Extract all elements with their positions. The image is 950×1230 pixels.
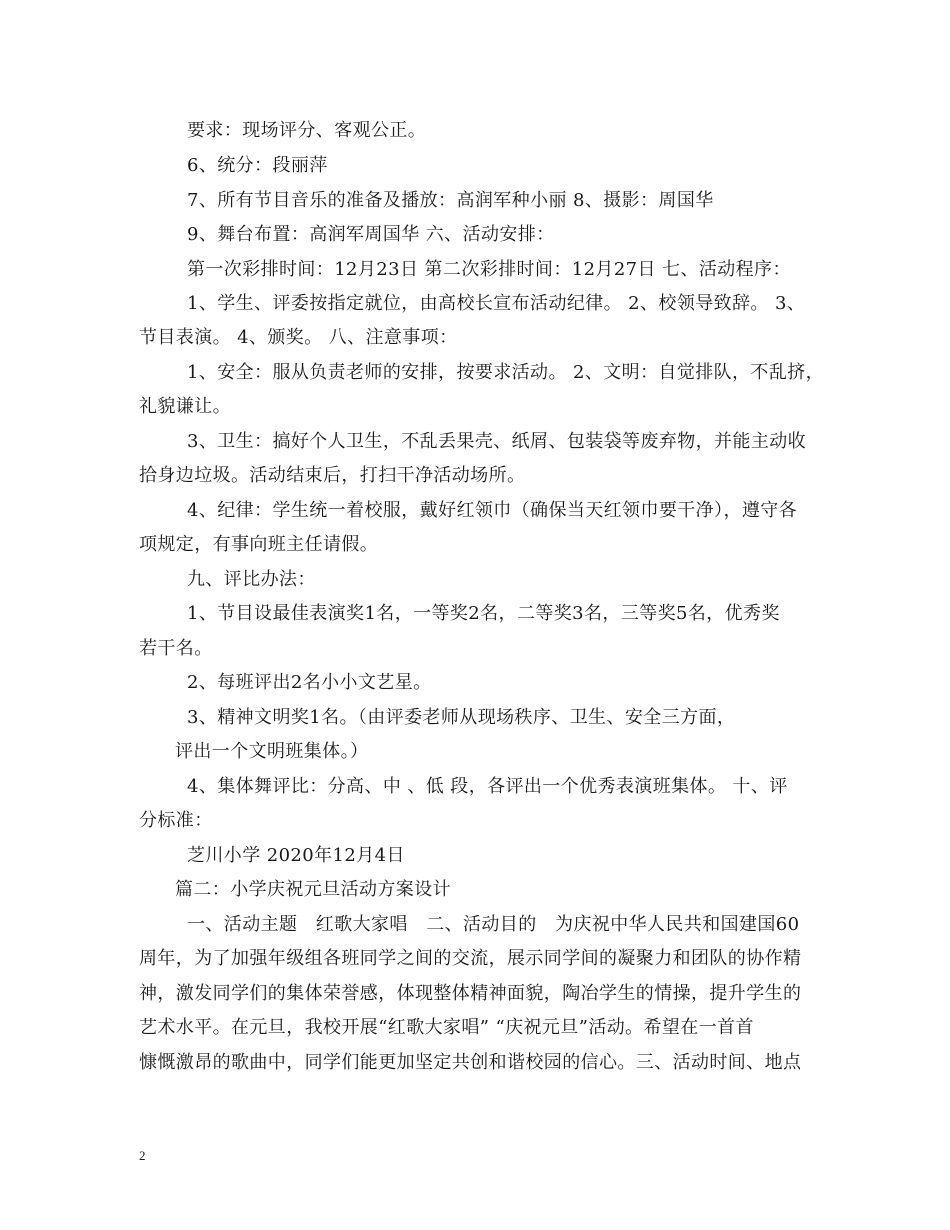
text-line: 节目表演。 4、颁奖。 八、注意事项： xyxy=(139,327,458,348)
text-line: 3、精神文明奖1名。（由评委老师从现场秩序、卫生、安全三方面， xyxy=(187,707,736,728)
text-line: 4、纪律：学生统一着校服，戴好红领巾（确保当天红领巾要干净），遵守各 xyxy=(187,500,798,521)
text-line: 礼貌谦让。 xyxy=(139,396,231,417)
page-number: 2 xyxy=(139,1148,146,1163)
text-line: 篇二：小学庆祝元旦活动方案设计 xyxy=(175,879,451,900)
text-line: 3、卫生：搞好个人卫生，不乱丢果壳、纸屑、包装袋等废弃物，并能主动收 xyxy=(187,431,807,452)
text-line: 九、评比办法： xyxy=(187,569,316,590)
text-line: 评出一个文明班集体。） xyxy=(175,741,369,762)
text-line: 1、安全：服从负责老师的安排，按要求活动。 2、文明：自觉排队，不乱挤， xyxy=(187,362,825,383)
text-line: 周年，为了加强年级组各班同学之间的交流，展示同学间的凝聚力和团队的协作精 xyxy=(139,948,802,969)
text-line: 分标准： xyxy=(139,810,213,831)
text-line: 2、每班评出2名小小文艺星。 xyxy=(187,672,432,693)
text-line: 若干名。 xyxy=(139,638,213,659)
text-line: 芝川小学 2020年12月4日 xyxy=(187,845,405,866)
text-line: 4、集体舞评比：分高、中 、低 段，各评出一个优秀表演班集体。 十、评 xyxy=(187,776,788,797)
text-line: 神，激发同学们的集体荣誉感，体现整体精神面貌，陶冶学生的情操，提升学生的 xyxy=(139,983,802,1004)
text-line: 要求：现场评分、客观公正。 xyxy=(187,120,427,141)
text-line: 艺术水平。在元旦，我校开展“红歌大家唱” “庆祝元旦”活动。希望在一首首 xyxy=(139,1017,754,1038)
text-line: 慷慨激昂的歌曲中，同学们能更加坚定共创和谐校园的信心。三、活动时间、地点 xyxy=(139,1052,802,1073)
text-line: 7、所有节目音乐的准备及播放：高润军种小丽 8、摄影：周国华 xyxy=(187,190,714,211)
text-line: 6、统分：段丽萍 xyxy=(187,155,328,176)
text-line: 第一次彩排时间：12月23日 第二次彩排时间：12月27日 七、活动程序： xyxy=(187,259,791,280)
text-line: 拾身边垃圾。活动结束后，打扫干净活动场所。 xyxy=(139,465,526,486)
text-line: 9、舞台布置：高润军周国华 六、活动安排： xyxy=(187,224,555,245)
text-line: 1、学生、评委按指定就位，由高校长宣布活动纪律。 2、校领导致辞。 3、 xyxy=(187,293,806,314)
text-line: 一、活动主题 红歌大家唱 二、活动目的 为庆祝中华人民共和国建国60 xyxy=(187,914,800,935)
text-line: 项规定，有事向班主任请假。 xyxy=(139,534,379,555)
text-line: 1、节目设最佳表演奖1名，一等奖2名，二等奖3名，三等奖5名，优秀奖 xyxy=(187,603,780,624)
